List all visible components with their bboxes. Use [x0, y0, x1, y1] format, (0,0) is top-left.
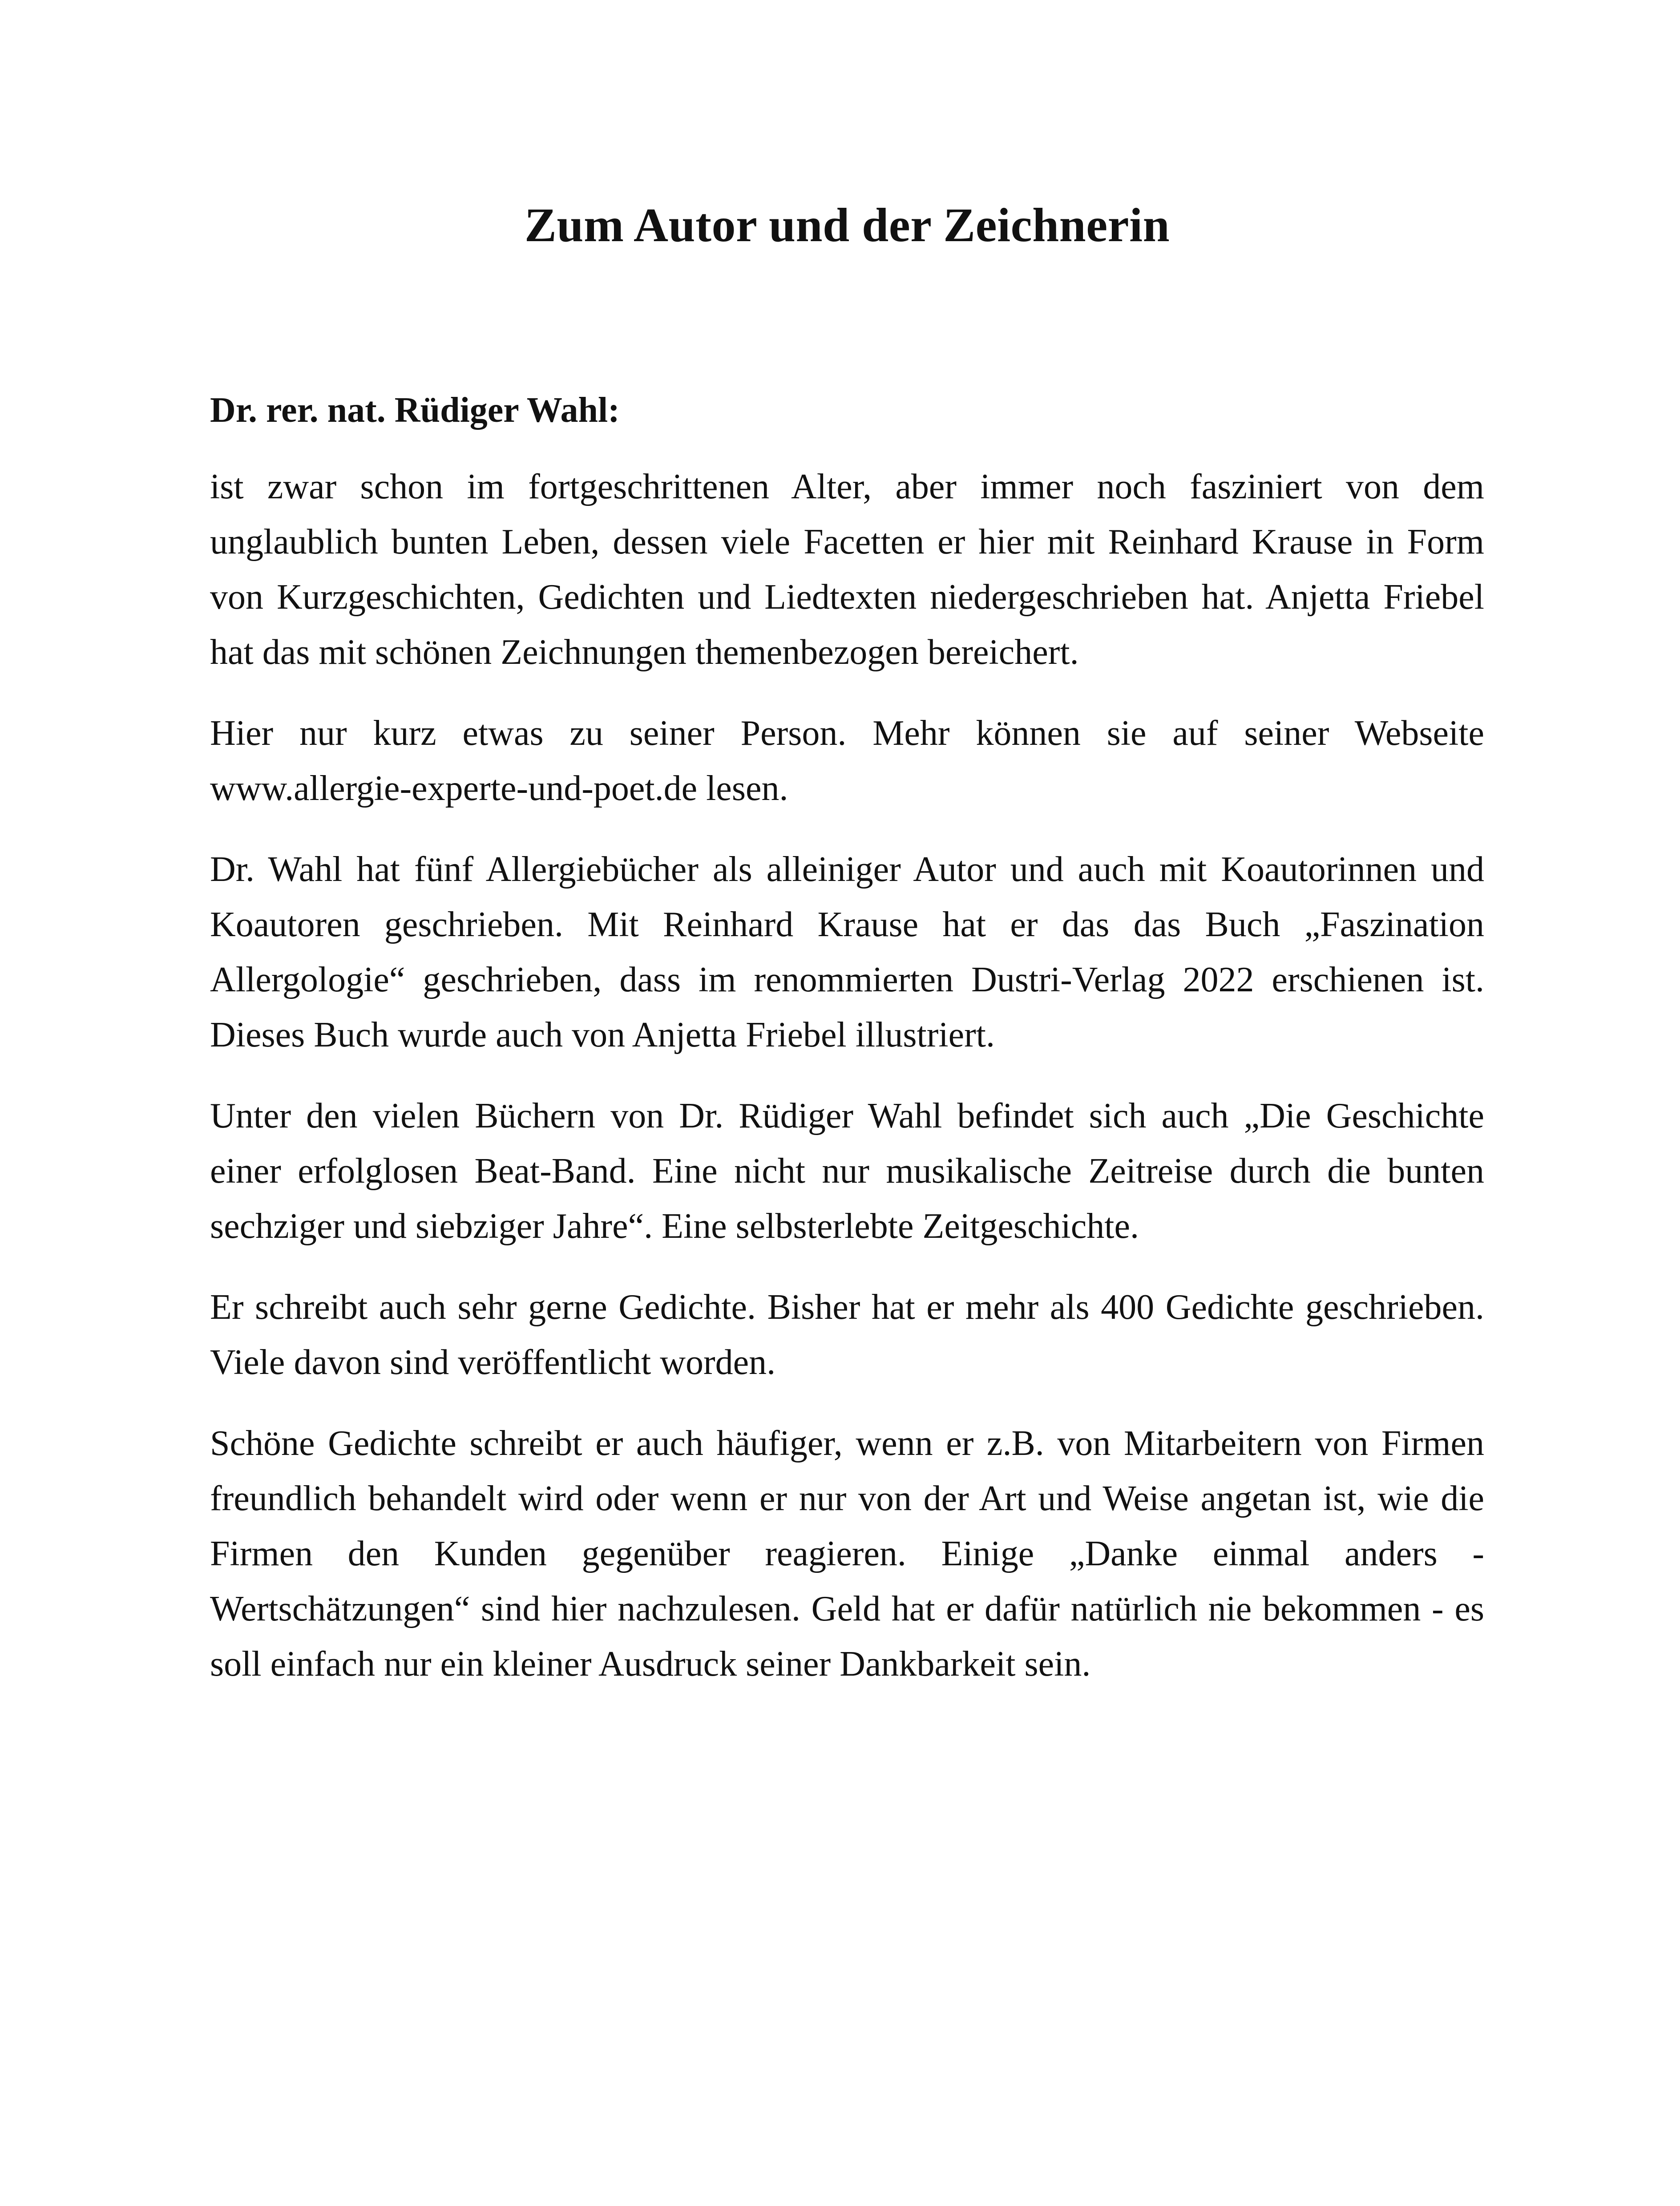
paragraph-1: ist zwar schon im fortgeschrittenen Alter, aber immer noch fasziniert von dem unglaublich bunten Leben, dessen viele Facetten er hier mit Reinhard Krause in Form von Kurzgeschichten, Gedichten und Liedtexten niedergeschrieben hat. Anjetta Friebel hat das mit schönen Zeichnungen themenbezogen bereichert.	[210, 467, 1484, 672]
paragraph-5: Er schreibt auch sehr gerne Gedichte. Bisher hat er mehr als 400 Gedichte geschrieben. Viele davon sind veröffentlicht worden.	[210, 1287, 1484, 1382]
author-heading: Dr. rer. nat. Rüdiger Wahl:	[210, 390, 620, 430]
paragraph-3: Dr. Wahl hat fünf Allergiebücher als alleiniger Autor und auch mit Koautorinnen und Koautoren geschrieben. Mit Reinhard Krause hat er das das Buch „Faszination Allergologie“ geschrieben, dass im renommierten Dustri-Verlag 2022 erschienen ist. Dieses Buch wurde auch von Anjetta Friebel illustriert.	[210, 849, 1484, 1055]
paragraph-6: Schöne Gedichte schreibt er auch häufiger, wenn er z.B. von Mitarbeitern von Firmen freundlich behandelt wird oder wenn er nur von der Art und Weise angetan ist, wie die Firmen den Kunden gegenüber reagieren. Einige „Danke einmal anders - Wertschätzungen“ sind hier nachzulesen. Geld hat er dafür natürlich nie bekommen - es soll einfach nur ein kleiner Ausdruck seiner Dankbarkeit sein.	[210, 1423, 1484, 1684]
body-text	[210, 459, 1484, 1692]
paragraph-4: Unter den vielen Büchern von Dr. Rüdiger Wahl befindet sich auch „Die Geschichte einer erfolglosen Beat-Band. Eine nicht nur musikalische Zeitreise durch die bunten sechziger und siebziger Jahre“. Eine selbsterlebte Zeitgeschichte.	[210, 1096, 1484, 1246]
paragraph-2: Hier nur kurz etwas zu seiner Person. Mehr können sie auf seiner Webseite www.allergie-experte-und-poet.de lesen.	[210, 713, 1484, 808]
page-title: Zum Autor und der Zeichnerin	[524, 199, 1170, 252]
